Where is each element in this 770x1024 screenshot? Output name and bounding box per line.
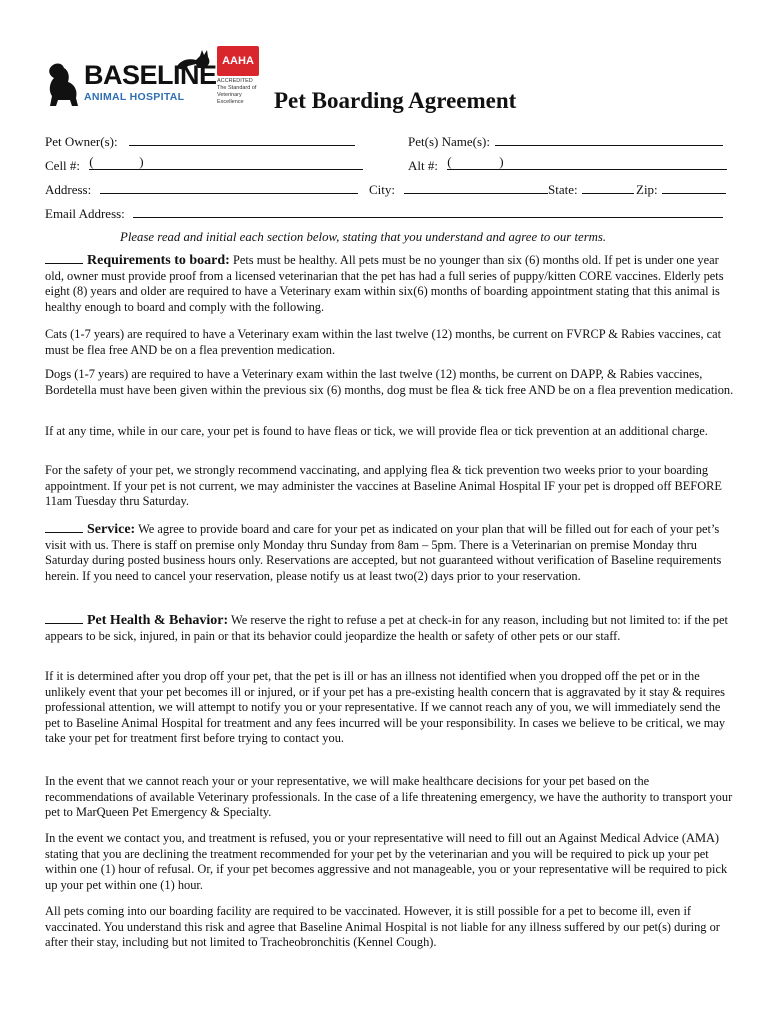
refused-paragraph: In the event we contact you, and treatment is refused, you or your representative will need to fill out an Against Medical Advice (AMA) stating that you are declining the treatment recommended for your pet by the veterinarian and you will be required to pick up your pet within one (1) hour of refusal. Or, if your pet becomes aggressive and not manageable, you or your representative will be required to pick up your pet within one (1) hour. xyxy=(45,831,728,892)
health-initial-line[interactable] xyxy=(45,612,83,624)
logo-name: BASELINE xyxy=(84,60,217,90)
aaha-badge-label: AAHA xyxy=(217,46,259,76)
address-label: Address: xyxy=(45,182,92,197)
health-text: We reserve the right to refuse a pet at check-in for any reason, including but not limited to: if the pet appears to be sick, injured, in pain or that its behavior could jeopardize the health or safety of other pets or our staff. xyxy=(45,613,728,643)
alt-phone-label: Alt #: xyxy=(408,158,438,173)
service-heading: Service: xyxy=(87,522,136,537)
ill-paragraph: If it is determined after you drop off your pet, that the pet is ill or has an illness not identified when you dropped off the pet or in the unlikely event that your pet becomes ill or injured, or if your pet has a pre-existing health concern that is aggravated by it stay & requires professional attention, we will attempt to notify you or your representative. If we cannot reach any of you, we will immediately send the pet to Baseline Animal Hospital for treatment and any fees incurred will be your responsibility. In cases we believe to be critical, we may take your pet for treatment first before trying to contact you. xyxy=(45,669,726,746)
requirements-heading: Requirements to board: xyxy=(87,253,230,268)
alt-phone-input[interactable]: ( ) xyxy=(447,157,727,170)
email-field xyxy=(45,205,723,222)
pet-names-input[interactable] xyxy=(495,133,723,146)
service-section xyxy=(45,521,735,584)
pet-owner-field xyxy=(45,133,355,150)
cats-paragraph: Cats (1-7 years) are required to have a Veterinary exam within the last twelve (12) months, be current on FVRCP & Rabies vaccines, cat must be flea free AND be on a flea prevention medication. xyxy=(45,327,722,357)
logo-subtitle: ANIMAL HOSPITAL xyxy=(84,91,185,103)
pet-names-label: Pet(s) Name(s): xyxy=(408,134,490,149)
dogs-paragraph: Dogs (1-7 years) are required to have a Veterinary exam within the last twelve (12) months, be current on DAPP, & Rabies vaccines, Bordetella must have been given within the previous six (6) months, dog must be flea & tick free AND be on a flea prevention medication. xyxy=(45,367,734,397)
requirements-text: Pets must be healthy. All pets must be no younger than six (6) months old. If pet is under one year old, owner must provide proof from a licensed veterinarian that the pet has had a full series of puppy/kitten CORE vaccines. Elderly pets eight (8) years and older are required to have a Veterinary exam within six(6) months of boarding appointment stating that this animal is healthy enough to board and comply with the following. xyxy=(45,253,724,314)
address-input[interactable] xyxy=(100,181,358,194)
email-label: Email Address: xyxy=(45,206,125,221)
city-field xyxy=(369,181,548,198)
requirements-initial-line[interactable] xyxy=(45,252,83,264)
aaha-accredited: ACCREDITED The Standard of Veterinary Excellence xyxy=(217,78,257,105)
cell-input[interactable]: ( ) xyxy=(89,157,363,170)
alt-phone-field xyxy=(408,154,727,174)
requirements-section xyxy=(45,252,735,315)
zip-label: Zip: xyxy=(636,182,658,197)
fleas-paragraph: If at any time, while in our care, your pet is found to have fleas or tick, we will provide flea or tick prevention at an additional charge. xyxy=(45,424,708,438)
aaha-badge xyxy=(215,46,261,106)
state-input[interactable] xyxy=(582,181,634,194)
cell-field xyxy=(45,154,363,174)
city-label: City: xyxy=(369,182,396,197)
state-label: State: xyxy=(548,182,578,197)
address-field xyxy=(45,181,358,198)
pet-names-field xyxy=(408,133,723,150)
city-input[interactable] xyxy=(404,181,548,194)
health-section xyxy=(45,612,735,644)
healthcare-paragraph: In the event that we cannot reach your or your representative, we will make healthcare decisions for your pet based on the recommendations of available Veterinary professionals. In the case of a life threatening emergency, we have the authority to transport your pet to MarQueen Pet Emergency & Specialty. xyxy=(45,774,733,820)
health-heading: Pet Health & Behavior: xyxy=(87,613,229,628)
vaccinated-paragraph: All pets coming into our boarding facility are required to be vaccinated. However, it is still possible for a pet to become ill, even if vaccinated. You understand this risk and agree that Baseline Animal Hospital is not liable for any illness suffered by our pet(s) during or after their stay, including but not limited to Tracheobronchitis (Kennel Cough). xyxy=(45,904,720,950)
cell-label: Cell #: xyxy=(45,158,81,173)
page-title: Pet Boarding Agreement xyxy=(274,88,517,113)
pet-owner-input[interactable] xyxy=(129,133,355,146)
zip-input[interactable] xyxy=(662,181,726,194)
pet-owner-label: Pet Owner(s): xyxy=(45,134,118,149)
safety-paragraph: For the safety of your pet, we strongly recommend vaccinating, and applying flea & tick prevention two weeks prior to your boarding appointment. If your pet is not current, we may administer the vaccines at Baseline Animal Hospital IF your pet is dropped off BEFORE 11am Tuesday thru Saturday. xyxy=(45,463,722,509)
service-text: We agree to provide board and care for your pet as indicated on your plan that will be filled out for each of your pet’s visit with us. There is staff on premise only Monday thru Sunday from 8am – 5pm. There is a Veterinarian on premise Monday thru Saturday during posted business hours only. Reservations are accepted, but not guaranteed without verification of Baseline requirements herein. If you need to cancel your reservation, please notify us at least two(2) days prior to your reservation. xyxy=(45,522,722,583)
email-input[interactable] xyxy=(133,205,723,218)
state-field xyxy=(548,181,634,198)
service-initial-line[interactable] xyxy=(45,521,83,533)
dog-silhouette-icon xyxy=(44,60,84,106)
instruction-text: Please read and initial each section below, stating that you understand and agree to our terms. xyxy=(120,230,607,244)
zip-field xyxy=(636,181,726,198)
